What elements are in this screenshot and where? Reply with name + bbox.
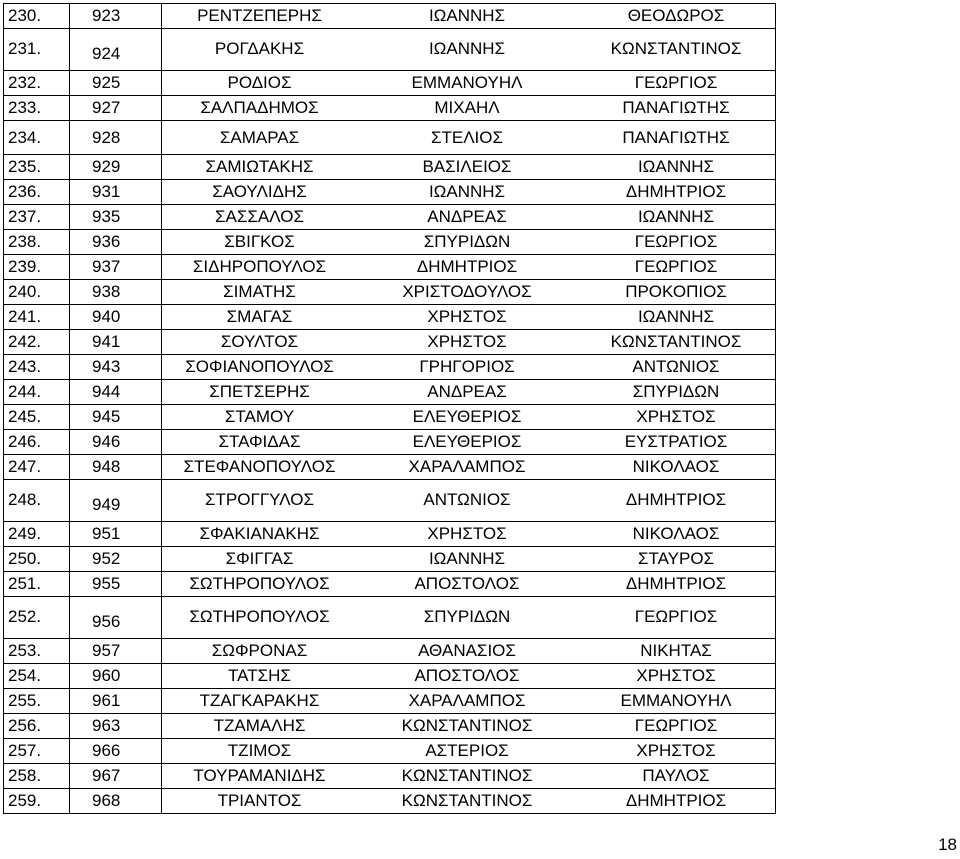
registry-number-cell: 955 bbox=[70, 572, 162, 596]
table-row bbox=[3, 280, 776, 305]
father-name-cell: ΔΗΜΗΤΡΙΟΣ bbox=[577, 480, 776, 521]
registry-number-cell: 944 bbox=[70, 380, 162, 404]
row-index-cell: 259. bbox=[3, 789, 70, 813]
registry-number-cell: 956 bbox=[70, 597, 162, 638]
father-name-cell: ΓΕΩΡΓΙΟΣ bbox=[577, 714, 776, 738]
row-index-cell: 257. bbox=[3, 739, 70, 763]
names-table bbox=[3, 3, 776, 814]
row-index-cell: 230. bbox=[3, 4, 70, 28]
registry-number-cell: 938 bbox=[70, 280, 162, 304]
registry-number-cell: 946 bbox=[70, 430, 162, 454]
father-name-cell: ΚΩΝΣΤΑΝΤΙΝΟΣ bbox=[577, 29, 776, 70]
father-name-cell: ΙΩΑΝΝΗΣ bbox=[577, 155, 776, 179]
father-name-cell: ΔΗΜΗΤΡΙΟΣ bbox=[577, 572, 776, 596]
first-name-cell: ΙΩΑΝΝΗΣ bbox=[428, 549, 506, 568]
row-index-cell: 251. bbox=[3, 572, 70, 596]
table-row bbox=[3, 121, 776, 155]
row-index-cell: 240. bbox=[3, 280, 70, 304]
registry-number-cell: 968 bbox=[70, 789, 162, 813]
registry-number-cell: 936 bbox=[70, 230, 162, 254]
surname-cell: ΣΦΙΓΓΑΣ bbox=[225, 549, 294, 568]
first-name-cell: ΣΠΥΡΙΔΩΝ bbox=[423, 232, 511, 251]
surname-cell: ΤΑΤΣΗΣ bbox=[228, 666, 291, 685]
father-name-cell: ΣΠΥΡΙΔΩΝ bbox=[577, 380, 776, 404]
table-row bbox=[3, 455, 776, 480]
surname-cell: ΣΟΥΛΤΟΣ bbox=[220, 332, 299, 351]
father-name-cell: ΔΗΜΗΤΡΙΟΣ bbox=[577, 180, 776, 204]
first-name-cell: ΙΩΑΝΝΗΣ bbox=[428, 39, 506, 58]
table-row bbox=[3, 255, 776, 280]
first-name-cell: ΙΩΑΝΝΗΣ bbox=[428, 182, 506, 201]
row-index-cell: 245. bbox=[3, 405, 70, 429]
surname-cell: ΣΠΕΤΣΕΡΗΣ bbox=[209, 382, 310, 401]
registry-number-cell: 927 bbox=[70, 96, 162, 120]
first-name-cell: ΑΠΟΣΤΟΛΟΣ bbox=[414, 666, 520, 685]
row-index-cell: 249. bbox=[3, 522, 70, 546]
table-row bbox=[3, 480, 776, 522]
surname-cell: ΣΤΑΜΟΥ bbox=[224, 407, 295, 426]
registry-number-cell: 951 bbox=[70, 522, 162, 546]
row-index-cell: 243. bbox=[3, 355, 70, 379]
first-name-cell: ΧΡΗΣΤΟΣ bbox=[427, 332, 507, 351]
registry-number-cell: 945 bbox=[70, 405, 162, 429]
registry-number-cell: 961 bbox=[70, 689, 162, 713]
surname-cell: ΣΑΟΥΛΙΔΗΣ bbox=[212, 182, 307, 201]
surname-cell: ΣΩΤΗΡΟΠΟΥΛΟΣ bbox=[189, 574, 330, 593]
table-row bbox=[3, 330, 776, 355]
father-name-cell: ΘΕΟΔΩΡΟΣ bbox=[577, 4, 776, 28]
registry-number-cell: 963 bbox=[70, 714, 162, 738]
surname-cell: ΣΩΦΡΟΝΑΣ bbox=[211, 641, 308, 660]
registry-number-cell: 929 bbox=[70, 155, 162, 179]
first-name-cell: ΜΙΧΑΗΛ bbox=[434, 98, 500, 117]
registry-number-cell: 928 bbox=[70, 121, 162, 154]
table-row bbox=[3, 155, 776, 180]
father-name-cell: ΝΙΚΟΛΑΟΣ bbox=[577, 522, 776, 546]
surname-cell: ΣΟΦΙΑΝΟΠΟΥΛΟΣ bbox=[185, 357, 334, 376]
first-name-cell: ΙΩΑΝΝΗΣ bbox=[428, 6, 506, 25]
surname-cell: ΡΕΝΤΖΕΠΕΡΗΣ bbox=[197, 6, 322, 25]
registry-number-cell: 924 bbox=[70, 29, 162, 70]
table-row bbox=[3, 380, 776, 405]
registry-number-cell: 935 bbox=[70, 205, 162, 229]
first-name-cell: ΧΡΙΣΤΟΔΟΥΛΟΣ bbox=[402, 282, 532, 301]
registry-number-cell: 960 bbox=[70, 664, 162, 688]
registry-number-cell: 952 bbox=[70, 547, 162, 571]
surname-cell: ΣΑΣΣΑΛΟΣ bbox=[215, 207, 304, 226]
row-index-cell: 248. bbox=[3, 480, 70, 521]
father-name-cell: ΠΑΝΑΓΙΩΤΗΣ bbox=[577, 96, 776, 120]
surname-cell: ΣΦΑΚΙΑΝΑΚΗΣ bbox=[199, 524, 320, 543]
first-name-cell: ΚΩΝΣΤΑΝΤΙΝΟΣ bbox=[401, 791, 533, 810]
table-row bbox=[3, 230, 776, 255]
row-index-cell: 246. bbox=[3, 430, 70, 454]
first-name-cell: ΑΝΔΡΕΑΣ bbox=[427, 207, 507, 226]
registry-number-cell: 949 bbox=[70, 480, 162, 521]
row-index-cell: 255. bbox=[3, 689, 70, 713]
surname-cell: ΣΤΕΦΑΝΟΠΟΥΛΟΣ bbox=[183, 457, 336, 476]
registry-number-cell: 931 bbox=[70, 180, 162, 204]
surname-cell: ΣΑΛΠΑΔΗΜΟΣ bbox=[200, 98, 319, 117]
father-name-cell: ΙΩΑΝΝΗΣ bbox=[577, 205, 776, 229]
father-name-cell: ΧΡΗΣΤΟΣ bbox=[577, 405, 776, 429]
row-index-cell: 239. bbox=[3, 255, 70, 279]
table-row bbox=[3, 4, 776, 29]
father-name-cell: ΓΕΩΡΓΙΟΣ bbox=[577, 71, 776, 95]
father-name-cell: ΔΗΜΗΤΡΙΟΣ bbox=[577, 789, 776, 813]
registry-number-cell: 957 bbox=[70, 639, 162, 663]
surname-cell: ΣΑΜΙΩΤΑΚΗΣ bbox=[205, 157, 314, 176]
father-name-cell: ΠΑΥΛΟΣ bbox=[577, 764, 776, 788]
first-name-cell: ΧΡΗΣΤΟΣ bbox=[427, 307, 507, 326]
first-name-cell: ΕΜΜΑΝΟΥΗΛ bbox=[411, 73, 523, 92]
row-index-cell: 252. bbox=[3, 597, 70, 638]
row-index-cell: 242. bbox=[3, 330, 70, 354]
table-row bbox=[3, 522, 776, 547]
father-name-cell: ΠΑΝΑΓΙΩΤΗΣ bbox=[577, 121, 776, 154]
surname-cell: ΣΙΜΑΤΗΣ bbox=[223, 282, 296, 301]
registry-number-cell: 943 bbox=[70, 355, 162, 379]
father-name-cell: ΠΡΟΚΟΠΙΟΣ bbox=[577, 280, 776, 304]
table-row bbox=[3, 305, 776, 330]
first-name-cell: ΒΑΣΙΛΕΙΟΣ bbox=[422, 157, 512, 176]
father-name-cell: ΧΡΗΣΤΟΣ bbox=[577, 739, 776, 763]
registry-number-cell: 967 bbox=[70, 764, 162, 788]
page-number: 18 bbox=[938, 835, 957, 854]
table-row bbox=[3, 29, 776, 71]
father-name-cell: ΓΕΩΡΓΙΟΣ bbox=[577, 597, 776, 638]
table-row bbox=[3, 764, 776, 789]
first-name-cell: ΔΗΜΗΤΡΙΟΣ bbox=[416, 257, 518, 276]
first-name-cell: ΑΝΔΡΕΑΣ bbox=[427, 382, 507, 401]
surname-cell: ΤΡΙΑΝΤΟΣ bbox=[217, 791, 302, 810]
first-name-cell: ΑΝΤΩΝΙΟΣ bbox=[423, 490, 511, 509]
first-name-cell: ΧΡΗΣΤΟΣ bbox=[427, 524, 507, 543]
father-name-cell: ΝΙΚΟΛΑΟΣ bbox=[577, 455, 776, 479]
first-name-cell: ΣΠΥΡΙΔΩΝ bbox=[423, 607, 511, 626]
row-index-cell: 254. bbox=[3, 664, 70, 688]
first-name-cell: ΑΣΤΕΡΙΟΣ bbox=[425, 741, 509, 760]
registry-number-cell: 925 bbox=[70, 71, 162, 95]
row-index-cell: 237. bbox=[3, 205, 70, 229]
father-name-cell: ΙΩΑΝΝΗΣ bbox=[577, 305, 776, 329]
table-row bbox=[3, 789, 776, 814]
row-index-cell: 236. bbox=[3, 180, 70, 204]
table-row bbox=[3, 664, 776, 689]
first-name-cell: ΑΘΑΝΑΣΙΟΣ bbox=[418, 641, 516, 660]
row-index-cell: 253. bbox=[3, 639, 70, 663]
surname-cell: ΣΑΜΑΡΑΣ bbox=[219, 127, 300, 147]
first-name-cell: ΚΩΝΣΤΑΝΤΙΝΟΣ bbox=[401, 766, 533, 785]
row-index-cell: 256. bbox=[3, 714, 70, 738]
first-name-cell: ΧΑΡΑΛΑΜΠΟΣ bbox=[408, 457, 526, 476]
surname-cell: ΣΒΙΓΚΟΣ bbox=[224, 232, 295, 251]
surname-cell: ΣΙΔΗΡΟΠΟΥΛΟΣ bbox=[192, 257, 327, 276]
first-name-cell: ΑΠΟΣΤΟΛΟΣ bbox=[414, 574, 520, 593]
row-index-cell: 244. bbox=[3, 380, 70, 404]
first-name-cell: ΚΩΝΣΤΑΝΤΙΝΟΣ bbox=[401, 716, 533, 735]
surname-cell: ΣΤΡΟΓΓΥΛΟΣ bbox=[205, 490, 314, 509]
table-row bbox=[3, 572, 776, 597]
surname-cell: ΤΖΑΜΑΛΗΣ bbox=[213, 716, 306, 735]
father-name-cell: ΧΡΗΣΤΟΣ bbox=[577, 664, 776, 688]
father-name-cell: ΕΥΣΤΡΑΤΙΟΣ bbox=[577, 430, 776, 454]
father-name-cell: ΚΩΝΣΤΑΝΤΙΝΟΣ bbox=[577, 330, 776, 354]
table-row bbox=[3, 714, 776, 739]
father-name-cell: ΕΜΜΑΝΟΥΗΛ bbox=[577, 689, 776, 713]
table-row bbox=[3, 430, 776, 455]
surname-cell: ΡΟΔΙΟΣ bbox=[227, 73, 292, 92]
table-row bbox=[3, 405, 776, 430]
table-row bbox=[3, 689, 776, 714]
registry-number-cell: 941 bbox=[70, 330, 162, 354]
first-name-cell: ΕΛΕΥΘΕΡΙΟΣ bbox=[412, 407, 522, 426]
surname-cell: ΡΟΓΔΑΚΗΣ bbox=[214, 39, 305, 58]
table-row bbox=[3, 180, 776, 205]
row-index-cell: 238. bbox=[3, 230, 70, 254]
first-name-cell: ΣΤΕΛΙΟΣ bbox=[430, 127, 504, 147]
surname-cell: ΣΜΑΓΑΣ bbox=[226, 307, 293, 326]
registry-number-cell: 937 bbox=[70, 255, 162, 279]
table-row bbox=[3, 96, 776, 121]
father-name-cell: ΓΕΩΡΓΙΟΣ bbox=[577, 255, 776, 279]
registry-number-cell: 948 bbox=[70, 455, 162, 479]
father-name-cell: ΝΙΚΗΤΑΣ bbox=[577, 639, 776, 663]
row-index-cell: 234. bbox=[3, 121, 70, 154]
registry-number-cell: 966 bbox=[70, 739, 162, 763]
row-index-cell: 250. bbox=[3, 547, 70, 571]
registry-number-cell: 923 bbox=[70, 4, 162, 28]
table-row bbox=[3, 739, 776, 764]
row-index-cell: 233. bbox=[3, 96, 70, 120]
first-name-cell: ΕΛΕΥΘΕΡΙΟΣ bbox=[412, 432, 522, 451]
row-index-cell: 231. bbox=[3, 29, 70, 70]
table-row bbox=[3, 355, 776, 380]
father-name-cell: ΓΕΩΡΓΙΟΣ bbox=[577, 230, 776, 254]
surname-cell: ΣΩΤΗΡΟΠΟΥΛΟΣ bbox=[189, 607, 330, 626]
table-row bbox=[3, 547, 776, 572]
surname-cell: ΤΖΑΓΚΑΡΑΚΗΣ bbox=[199, 691, 320, 710]
first-name-cell: ΓΡΗΓΟΡΙΟΣ bbox=[419, 357, 515, 376]
table-row bbox=[3, 597, 776, 639]
row-index-cell: 235. bbox=[3, 155, 70, 179]
surname-cell: ΣΤΑΦΙΔΑΣ bbox=[218, 432, 301, 451]
father-name-cell: ΑΝΤΩΝΙΟΣ bbox=[577, 355, 776, 379]
row-index-cell: 258. bbox=[3, 764, 70, 788]
table-row bbox=[3, 639, 776, 664]
row-index-cell: 247. bbox=[3, 455, 70, 479]
first-name-cell: ΧΑΡΑΛΑΜΠΟΣ bbox=[408, 691, 526, 710]
table-row bbox=[3, 205, 776, 230]
registry-number-cell: 940 bbox=[70, 305, 162, 329]
row-index-cell: 232. bbox=[3, 71, 70, 95]
table-row bbox=[3, 71, 776, 96]
row-index-cell: 241. bbox=[3, 305, 70, 329]
surname-cell: ΤΖΙΜΟΣ bbox=[227, 741, 292, 760]
surname-cell: ΤΟΥΡΑΜΑΝΙΔΗΣ bbox=[193, 766, 326, 785]
father-name-cell: ΣΤΑΥΡΟΣ bbox=[577, 547, 776, 571]
